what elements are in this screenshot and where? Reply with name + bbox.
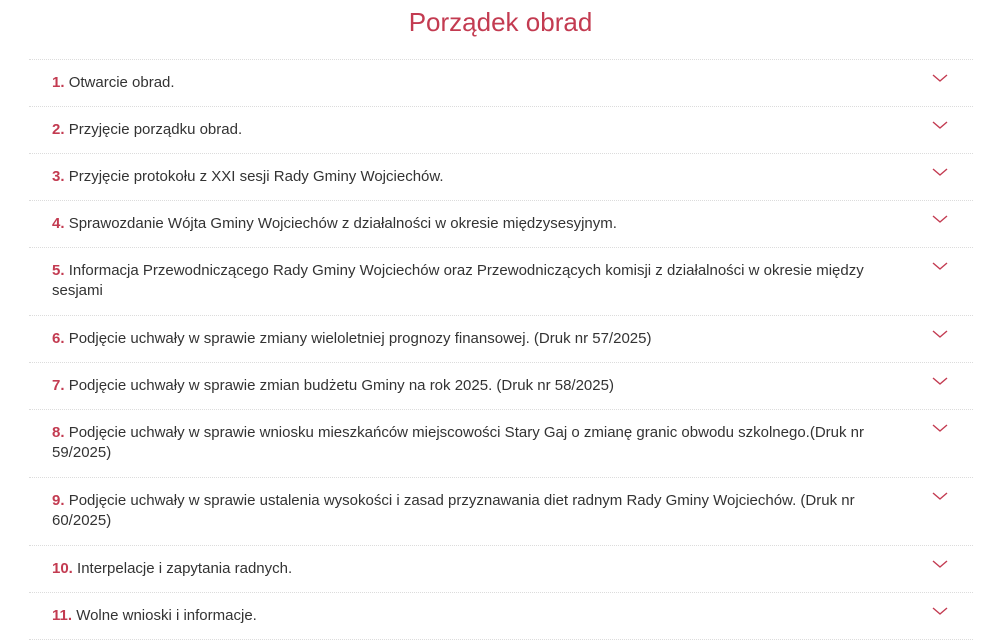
agenda-item-1[interactable]	[29, 60, 973, 107]
agenda-item-9[interactable]	[29, 478, 973, 546]
page-title: Porządek obrad	[408, 7, 593, 37]
chevron-down-icon[interactable]	[931, 558, 949, 570]
chevron-down-icon[interactable]	[931, 260, 949, 272]
agenda-item-text: Podjęcie uchwały w sprawie zmiany wieloletniej prognozy finansowej. (Druk nr 57/2025)	[68, 330, 652, 347]
chevron-down-icon[interactable]	[931, 72, 949, 84]
agenda-item-text: Przyjęcie porządku obrad.	[68, 121, 243, 138]
agenda-item-2[interactable]	[29, 107, 973, 154]
agenda-item-text: Wolne wnioski i informacje.	[76, 607, 257, 624]
agenda-item-5[interactable]	[29, 248, 973, 316]
agenda-item-8[interactable]	[29, 410, 973, 478]
agenda-item-text: Otwarcie obrad.	[68, 74, 175, 91]
chevron-down-icon[interactable]	[931, 328, 949, 340]
agenda-item-text: Sprawozdanie Wójta Gminy Wojciechów z działalności w okresie międzysesyjnym.	[68, 215, 617, 232]
chevron-down-icon[interactable]	[931, 375, 949, 387]
agenda-item-number: 11.	[52, 607, 73, 624]
agenda-item-number: 3.	[52, 168, 65, 185]
agenda-item-text: Informacja Przewodniczącego Rady Gminy Wojciechów oraz Przewodniczących komisji z działalności w okresie między sesjami	[52, 262, 864, 299]
agenda-item-text: Przyjęcie protokołu z XXI sesji Rady Gminy Wojciechów.	[68, 168, 444, 185]
chevron-down-icon[interactable]	[931, 213, 949, 225]
agenda-item-number: 4.	[52, 215, 65, 232]
agenda-item-number: 10.	[52, 560, 73, 577]
agenda-item-3[interactable]	[29, 154, 973, 201]
chevron-down-icon[interactable]	[931, 490, 949, 502]
agenda-item-text: Podjęcie uchwały w sprawie ustalenia wysokości i zasad przyznawania diet radnym Rady Gminy Wojciechów. (Druk nr 60/2025)	[52, 492, 855, 529]
agenda-item-number: 2.	[52, 121, 65, 138]
agenda-item-10[interactable]	[29, 546, 973, 593]
agenda-item-7[interactable]	[29, 363, 973, 410]
agenda-item-text: Interpelacje i zapytania radnych.	[77, 560, 293, 577]
agenda-item-number: 5.	[52, 262, 65, 279]
agenda-item-4[interactable]	[29, 201, 973, 248]
chevron-down-icon[interactable]	[931, 119, 949, 131]
agenda-item-number: 8.	[52, 424, 65, 441]
chevron-down-icon[interactable]	[931, 605, 949, 617]
chevron-down-icon[interactable]	[931, 422, 949, 434]
agenda-item-number: 6.	[52, 330, 65, 347]
agenda-item-11[interactable]	[29, 593, 973, 640]
agenda-item-number: 7.	[52, 377, 65, 394]
agenda-item-text: Podjęcie uchwały w sprawie wniosku mieszkańców miejscowości Stary Gaj o zmianę granic obwodu szkolnego.(Druk nr 59/2025)	[52, 424, 865, 461]
agenda-item-number: 1.	[52, 74, 65, 91]
agenda-item-text: Podjęcie uchwały w sprawie zmian budżetu Gminy na rok 2025. (Druk nr 58/2025)	[68, 377, 614, 394]
agenda-item-number: 9.	[52, 492, 65, 509]
chevron-down-icon[interactable]	[931, 166, 949, 178]
agenda-list	[29, 59, 973, 640]
agenda-item-6[interactable]	[29, 316, 973, 363]
